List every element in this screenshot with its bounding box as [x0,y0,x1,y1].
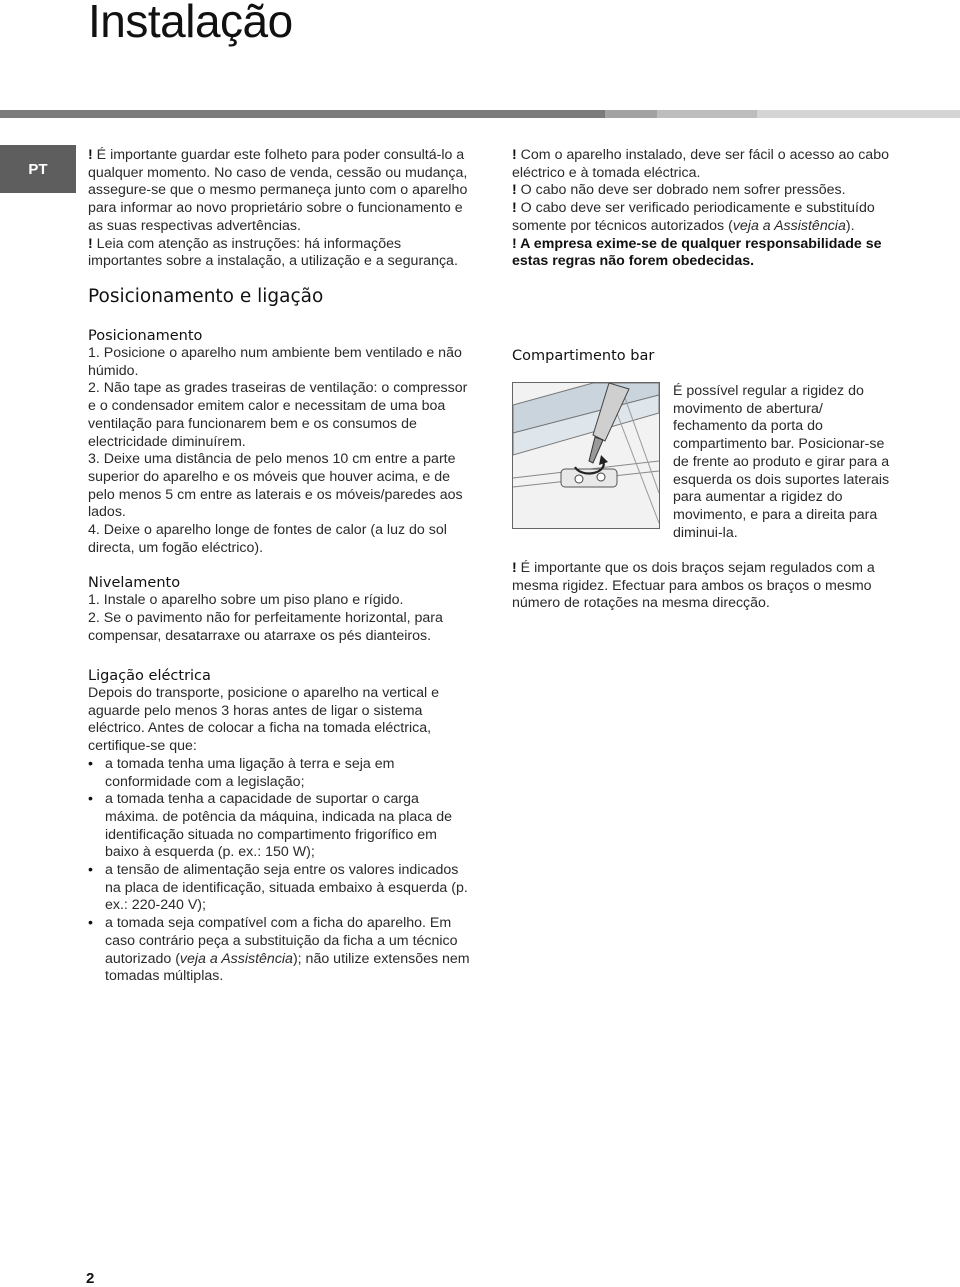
levelling-heading: Nivelamento [88,575,181,592]
warning-text: Com o aparelho instalado, deve ser fácil o acesso ao cabo eléctrico e à tomada eléctrica. [512,147,889,181]
positioning-item: 2. Não tape as grades traseiras de ventilação: o compressor e o condensador emitem calor e necessitam de uma boa ventilação para funcionarem bem e os consumos de electricidade diminuírem. [88,380,468,450]
checklist-item: • a tomada tenha a capacidade de suportar o carga máxima. de potência da máquina, indicada na placa de identificação situada no compartimento frigorífico em baixo à esquerda (p. ex.: 150 W); [88,791,473,862]
warning-mark: ! [512,560,517,576]
header-rule [0,110,605,118]
checklist-item [88,915,473,986]
checklist-suffix: ); não utilize extensões nem tomadas múltiplas. [105,950,470,985]
header-rule [605,110,657,118]
assistance-reference: veja a Assistência [732,217,846,234]
checklist-text: a tomada seja compatível com a ficha do aparelho. Em caso contrário peça a substituição da ficha a um técnico autorizado ( [105,915,458,967]
header-rule [657,110,757,118]
bar-note [512,560,897,613]
page-title: Instalação [88,0,293,47]
bar-compartment-description [673,383,898,542]
intro-paragraph [88,147,468,236]
positioning-item: 1. Posicione o aparelho num ambiente bem ventilado e não húmido. [88,345,462,379]
bar-note-text: É importante que os dois braços sejam regulados com a mesma rigidez. Efectuar para ambos os braços o mesmo número de rotações na mesma direcção. [512,560,875,612]
warning-suffix: ). [845,217,855,234]
positioning-item: 3. Deixe uma distância de pelo menos 10 cm entre a parte superior do aparelho e os móveis que houver acima, e de pelo menos 5 cm entre as laterais e os móveis/paredes aos lados. [88,451,463,521]
warning-mark: ! [512,147,517,163]
intro-paragraph [88,236,468,271]
warning-mark: ! [88,235,93,252]
warning-mark: ! [88,147,93,163]
bar-compartment-heading: Compartimento bar [512,348,655,364]
warning-item [512,200,897,235]
bar-compartment-illustration [512,382,660,529]
warning-mark: ! [512,182,517,199]
positioning-item: 4. Deixe o aparelho longe de fontes de calor (a luz do sol directa, um fogão eléctrico). [88,522,447,556]
section-title: Posicionamento e ligação [88,286,324,307]
intro-text: Leia com atenção as instruções: há informações importantes sobre a instalação, a utilização e a segurança. [88,235,458,270]
checklist-item: • a tensão de alimentação seja entre os valores indicados na placa de identificação, situada embaixo à esquerda (p. ex.: 220-240 V); [88,862,473,915]
electrical-intro: Depois do transporte, posicione o aparelho na vertical e aguarde pelo menos 3 horas antes de ligar o sistema eléctrico. Antes de colocar a ficha na tomada eléctrica, certifique-se que: [88,685,439,755]
positioning-block [88,327,473,646]
warning-text: O cabo não deve ser dobrado nem sofrer pressões. [516,182,846,199]
warning-item [512,147,897,182]
page-number: 2 [86,1270,95,1287]
warning-mark: ! [512,235,517,252]
warning-text: O cabo deve ser verificado periodicamente e substituído somente por técnicos autorizados ( [512,200,875,234]
hinge-adjustment-illustration [513,383,659,528]
warning-bold-text: A empresa exime-se de qualquer responsabilidade se estas regras não forem obedecidas. [512,235,882,270]
levelling-item: 1. Instale o aparelho sobre um piso plano e rígido. [88,592,404,609]
warning-item [512,182,897,200]
checklist-item: • a tomada tenha uma ligação à terra e seja em conformidade com a legislação; [88,756,473,791]
bar-compartment-note [512,560,897,613]
intro-text: É importante guardar este folheto para poder consultá-lo a qualquer momento. No caso de venda, cessão ou mudança, assegure-se que o mesmo permaneça junto com o aparelho para informar ao novo proprietário sobre o funcionamento e as suas respectivas advertências. [88,147,468,234]
electrical-block [88,667,473,986]
language-tab: PT [0,145,76,193]
electrical-checklist [88,756,473,986]
warning-mark: ! [512,200,517,217]
assistance-reference: veja a Assistência [179,950,293,967]
bar-description-text: É possível regular a rigidez do movimento de abertura/ fechamento da porta do compartimento bar. Posicionar-se de frente ao produto e girar para a esquerda os dois suportes laterais para aumentar a rigidez do movimento, e para a direita para diminui-la. [673,383,890,541]
header-rule [757,110,960,118]
intro-block [88,147,468,271]
electrical-heading: Ligação eléctrica [88,668,211,684]
warnings-block [512,147,897,271]
warning-item [512,236,897,271]
levelling-item: 2. Se o pavimento não for perfeitamente horizontal, para compensar, desatarraxe ou atarraxe os pés dianteiros. [88,610,443,644]
positioning-heading: Posicionamento [88,328,203,344]
